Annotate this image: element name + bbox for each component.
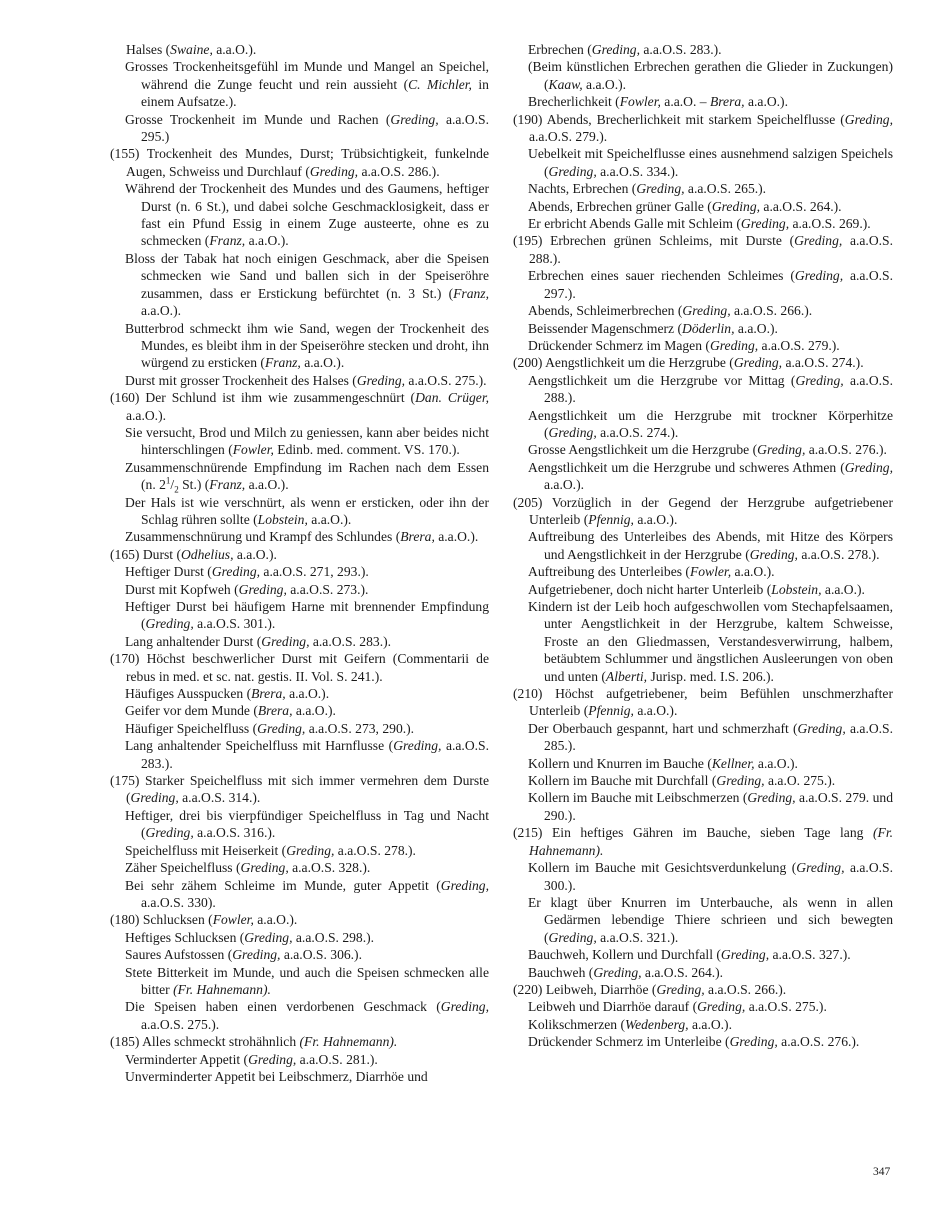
symptom-entry xyxy=(110,372,489,389)
symptom-entry xyxy=(513,372,893,407)
entry-text: Kollern im Bauche mit Gesichtsverdunkelung ( xyxy=(528,860,797,876)
author-citation: Greding, xyxy=(656,981,705,997)
symptom-entry xyxy=(513,198,893,215)
numbered-entry xyxy=(110,389,489,424)
author-citation: Greding, xyxy=(795,372,844,388)
author-citation: Greding, xyxy=(747,790,796,806)
author-citation: Fowler, xyxy=(232,442,274,458)
entry-text: a.a.O.). xyxy=(126,407,167,423)
entry-text: (200) Aengstlichkeit um die Herzgrube ( xyxy=(513,355,734,371)
entry-text: Halses ( xyxy=(126,42,171,57)
author-citation: Greding, xyxy=(130,790,179,806)
entry-text: a.a.O.). xyxy=(744,94,788,110)
symptom-entry xyxy=(513,1016,893,1033)
entry-text: Saures Aufstossen ( xyxy=(125,947,233,963)
entry-text: a.a.O.S. 265.). xyxy=(684,181,767,197)
entry-text: a.a.O.). xyxy=(212,42,257,57)
entry-text: a.a.O.S. 300.). xyxy=(544,860,894,893)
author-citation: Pfennig, xyxy=(588,703,634,719)
author-citation: Franz, xyxy=(264,355,301,371)
symptom-entry xyxy=(110,964,489,999)
symptom-entry xyxy=(110,494,489,529)
author-citation: Greding, xyxy=(740,216,790,232)
entry-text: Aengstlichkeit um die Herzgrube mit trockner Körperhitze ( xyxy=(528,407,893,440)
entry-text: a.a.O.). xyxy=(292,703,336,719)
symptom-entry xyxy=(110,998,489,1033)
entry-text: in einem Aufsatze.). xyxy=(141,76,489,110)
author-citation: Odhelius, xyxy=(180,546,234,562)
symptom-entry xyxy=(513,1033,893,1050)
entry-text: Auftreibung des Unterleibes des Abends, mit Hitze des Körpers und Aengstlichkeit in der Herzgrube ( xyxy=(528,529,893,562)
entry-text: Kollern im Bauche mit Durchfall ( xyxy=(528,773,717,789)
entry-text: Heftiger, drei bis vierpfündiger Speichelfluss in Tag und Nacht ( xyxy=(125,807,489,841)
author-citation: Brera, xyxy=(257,703,293,719)
entry-text: Bei sehr zähem Schleime im Munde, guter Appetit ( xyxy=(125,877,441,893)
author-citation: Kaaw, xyxy=(548,76,583,92)
entry-text: Unverminderter Appetit bei Leibschmerz, Diarrhöe und xyxy=(125,1068,428,1084)
author-citation: Swaine, xyxy=(170,42,213,57)
entry-text: a.a.O.S. 276.). xyxy=(805,442,887,458)
author-citation: Fowler, xyxy=(689,564,732,580)
entry-text: Butterbrod schmeckt ihm wie Sand, wegen der Trockenheit des Mundes, es bleibt ihm in der Speiseröhre stecken und droht, ihn würgend zu ersticken ( xyxy=(125,320,489,371)
left-column xyxy=(110,41,489,1085)
entry-text: a.a.O.S. 281.). xyxy=(296,1051,378,1067)
entry-text: a.a.O.S. 314.). xyxy=(178,790,261,806)
symptom-entry xyxy=(110,581,489,598)
author-citation: Brera, xyxy=(709,94,745,110)
entry-text: Durst mit Kopfweh ( xyxy=(125,581,239,597)
author-citation: Greding, xyxy=(794,268,844,284)
author-citation: Greding, xyxy=(440,999,489,1015)
symptom-entry xyxy=(513,267,893,302)
symptom-entry xyxy=(513,789,893,824)
entry-text: a.a.O.S. 283.). xyxy=(141,738,490,771)
author-citation: Greding, xyxy=(636,181,685,197)
author-citation: Greding, xyxy=(261,633,310,649)
author-citation: Greding, xyxy=(286,842,335,858)
symptom-entry xyxy=(110,842,489,859)
entry-text: Lang anhaltender Durst ( xyxy=(125,633,262,649)
entry-text: / xyxy=(170,477,175,493)
symptom-entry xyxy=(513,998,893,1015)
author-citation: Greding, xyxy=(591,42,640,57)
symptom-entry xyxy=(110,58,489,110)
numbered-entry xyxy=(110,911,489,928)
symptom-entry xyxy=(513,894,893,946)
entry-text: a.a.O.S. 264.). xyxy=(641,964,724,980)
author-citation: Brera, xyxy=(400,529,435,545)
entry-text: Aufgetriebener, doch nicht harter Unterleib ( xyxy=(528,581,772,597)
entry-text: St.) ( xyxy=(178,477,210,493)
entry-text: a.a.O.S. 275.). xyxy=(405,372,487,388)
entry-text: Erbrechen ( xyxy=(528,42,592,57)
entry-text: Die Speisen haben einen verdorbenen Geschmack ( xyxy=(125,999,441,1015)
entry-text: a.a.O.S. 306.). xyxy=(280,947,362,963)
author-citation: Greding, xyxy=(240,860,289,876)
entry-text: a.a.O.S. 283.). xyxy=(639,42,722,57)
entry-text: Uebelkeit mit Speichelflusse eines ausnehmend salzigen Speichels ( xyxy=(528,146,893,179)
entry-text: a.a.O.). xyxy=(821,581,865,597)
entry-text: Kollern und Knurren im Bauche ( xyxy=(528,755,712,771)
entry-text: (210) Höchst aufgetriebener, beim Befühlen unschmerzhafter Unterleib ( xyxy=(513,686,893,719)
author-citation: Greding, xyxy=(749,546,798,562)
entry-text: a.a.O.S. 297.). xyxy=(544,268,894,301)
entry-text: Bauchweh, Kollern und Durchfall ( xyxy=(528,947,721,963)
author-citation: Fowler, xyxy=(212,912,254,928)
symptom-entry xyxy=(513,337,893,354)
entry-text: a.a.O.S. 271, 293.). xyxy=(260,564,369,580)
entry-text: Aengstlichkeit um die Herzgrube vor Mittag ( xyxy=(528,372,796,388)
entry-text: Speichelfluss mit Heiserkeit ( xyxy=(125,842,287,858)
author-citation: Greding, xyxy=(211,564,261,580)
author-citation: Franz, xyxy=(209,477,246,493)
entry-text: Drückender Schmerz im Magen ( xyxy=(528,337,710,353)
entry-text: a.a.O.S. 264.). xyxy=(760,198,842,214)
symptom-entry xyxy=(110,320,489,372)
author-citation: Greding, xyxy=(244,929,293,945)
author-citation: C. Michler, xyxy=(408,76,472,92)
entry-text: Kollern im Bauche mit Leibschmerzen ( xyxy=(528,790,748,806)
entry-text: a.a.O.). xyxy=(688,1016,732,1032)
entry-text: a.a.O.). xyxy=(245,233,289,249)
symptom-entry xyxy=(110,807,489,842)
entry-text: a.a.O.S. 283.). xyxy=(309,633,392,649)
symptom-entry xyxy=(513,302,893,319)
entry-text: Aengstlichkeit um die Herzgrube und schweres Athmen ( xyxy=(528,459,845,475)
entry-text: (165) Durst ( xyxy=(110,546,181,562)
author-citation: Greding, xyxy=(720,947,770,963)
numbered-entry xyxy=(513,232,893,267)
author-citation: Greding, xyxy=(548,424,597,440)
entry-text: Abends, Schleimerbrechen ( xyxy=(528,303,683,319)
author-citation: Franz, xyxy=(209,233,246,249)
symptom-entry xyxy=(110,563,489,580)
symptom-entry xyxy=(110,180,489,250)
symptom-entry xyxy=(110,737,489,772)
entry-text: a.a.O.S. 279.). xyxy=(529,129,608,145)
author-citation: Döderlin, xyxy=(682,320,735,336)
symptom-entry xyxy=(110,929,489,946)
entry-text: Stete Bitterkeit im Munde, und auch die Speisen schmecken alle bitter xyxy=(125,964,489,997)
entry-text: a.a.O.S. 288.). xyxy=(529,233,893,266)
numbered-entry xyxy=(513,981,893,998)
author-citation: Greding, xyxy=(796,860,845,876)
entry-text: (220) Leibweh, Diarrhöe ( xyxy=(513,981,657,997)
author-citation: Alberti, xyxy=(605,668,648,684)
entry-text: a.a.O.S. 328.). xyxy=(288,860,371,876)
entry-text: Brecherlichkeit ( xyxy=(528,94,620,110)
symptom-entry xyxy=(513,964,893,981)
entry-text: a.a.O.S. 276.). xyxy=(777,1034,860,1050)
entry-text: Grosses Trockenheitsgefühl im Munde und Mangel an Speichel, während die Zunge feucht und rein aussieht ( xyxy=(125,59,489,92)
author-citation: Fowler, xyxy=(619,94,661,110)
entry-text: Zusammenschnürung und Krampf des Schlundes ( xyxy=(125,529,401,545)
symptom-entry xyxy=(110,528,489,545)
symptom-entry xyxy=(110,1068,489,1085)
entry-text: a.a.O.S. 295.) xyxy=(141,111,490,145)
symptom-entry xyxy=(110,946,489,963)
symptom-entry xyxy=(513,598,893,685)
entry-text: Sie versucht, Brod und Milch zu geniessen, kann aber beides nicht hinterschlingen ( xyxy=(125,424,489,458)
numbered-entry xyxy=(513,824,893,859)
entry-text: a.a.O.S. 269.). xyxy=(789,216,871,232)
author-citation: Wedenberg, xyxy=(625,1016,689,1032)
symptom-entry xyxy=(110,859,489,876)
entry-text: a.a.O.S. 330). xyxy=(141,894,216,910)
entry-text: a.a.O.). xyxy=(544,477,585,493)
entry-text: Bauchweh ( xyxy=(528,964,594,980)
symptom-entry xyxy=(110,702,489,719)
entry-text: Heftiger Durst ( xyxy=(125,564,212,580)
entry-text: Geifer vor dem Munde ( xyxy=(125,703,258,719)
numbered-entry xyxy=(110,546,489,563)
symptom-entry xyxy=(513,581,893,598)
author-citation: (Fr. Hahnemann). xyxy=(299,1034,398,1050)
entry-text: (170) Höchst beschwerlicher Durst mit Geifern (Commentarii de rebus in med. et sc. nat. gestis. II. Vol. S. 241.). xyxy=(110,651,489,684)
author-citation: Greding, xyxy=(682,303,731,319)
entry-text: Er klagt über Knurren im Unterbauche, als wenn in allen Gedärmen lebendige Thiere schrieen und sich bewegten ( xyxy=(528,894,893,945)
author-citation: Kellner, xyxy=(711,755,755,771)
author-citation: Greding, xyxy=(733,355,783,371)
entry-text: a.a.O.). xyxy=(731,564,775,580)
symptom-entry xyxy=(110,459,489,494)
numbered-entry xyxy=(110,1033,489,1050)
author-citation: Lobstein, xyxy=(257,511,308,527)
symptom-entry xyxy=(110,720,489,737)
symptom-entry xyxy=(110,1051,489,1068)
entry-text: Jurisp. med. I.S. 206.). xyxy=(647,668,774,684)
author-citation: Greding, xyxy=(145,616,194,632)
entry-text: Drückender Schmerz im Unterleibe ( xyxy=(528,1034,730,1050)
entry-text: (195) Erbrechen grünen Schleims, mit Durste ( xyxy=(513,233,795,249)
author-citation: Greding, xyxy=(238,581,287,597)
entry-text: a.a.O.S. 288.). xyxy=(544,372,893,406)
symptom-entry xyxy=(110,877,489,912)
entry-text: (190) Abends, Brecherlichkeit mit starkem Speichelflusse ( xyxy=(513,111,845,127)
entry-text: a.a.O.S. 266.). xyxy=(704,981,787,997)
entry-text: a.a.O.S. 298.). xyxy=(292,929,375,945)
author-citation: Greding, xyxy=(440,877,489,893)
author-citation: Greding, xyxy=(794,233,843,249)
entry-text: a.a.O.). xyxy=(245,477,289,493)
entry-text: a.a.O.S. 279.). xyxy=(758,337,840,353)
symptom-entry xyxy=(110,598,489,633)
entry-text: (155) Trockenheit des Mundes, Durst; Trübsichtigkeit, funkelnde Augen, Schweiss und Durchlauf ( xyxy=(110,146,489,179)
author-citation: Pfennig, xyxy=(588,511,634,527)
author-citation: Greding, xyxy=(356,372,406,388)
symptom-entry xyxy=(513,215,893,232)
author-citation: Greding, xyxy=(390,111,439,127)
numbered-entry xyxy=(110,650,489,685)
author-citation: (Fr. Hahnemann). xyxy=(173,981,271,997)
numbered-entry xyxy=(110,772,489,807)
right-column xyxy=(513,41,893,1051)
entry-text: Häufiger Speichelfluss ( xyxy=(125,720,258,736)
entry-text: Während der Trockenheit des Mundes und des Gaumens, heftiger Durst (n. 6 St.), und dabei solche Geschmacklosigkeit, dass er fast ein Pfund Essig in einem Zuge austeerte, ohne es zu schmecken ( xyxy=(125,181,489,249)
symptom-entry xyxy=(513,407,893,442)
author-citation: Greding, xyxy=(709,337,759,353)
symptom-entry xyxy=(513,441,893,458)
entry-text: Lang anhaltender Speichelfluss mit Harnflusse ( xyxy=(125,738,394,754)
symptom-entry xyxy=(513,755,893,772)
author-citation: Brera, xyxy=(251,686,286,702)
entry-text: Er erbricht Abends Galle mit Schleim ( xyxy=(528,216,741,232)
symptom-entry xyxy=(513,320,893,337)
entry-text: a.a.O.S. 275.). xyxy=(745,999,827,1015)
entry-text: Nachts, Erbrechen ( xyxy=(528,181,637,197)
entry-text: a.a.O.S. 273, 290.). xyxy=(305,720,415,736)
numbered-entry xyxy=(513,354,893,371)
entry-text: a.a.O.). xyxy=(307,511,352,527)
entry-text: a.a.O.S. 274.). xyxy=(782,355,864,371)
entry-text: Heftiges Schlucksen ( xyxy=(125,929,245,945)
symptom-entry xyxy=(110,685,489,702)
entry-text: Kolikschmerzen ( xyxy=(528,1016,626,1032)
entry-text: (215) Ein heftiges Gähren im Bauche, sieben Tage lang xyxy=(513,825,873,841)
symptom-entry xyxy=(513,946,893,963)
entry-text: Der Oberbauch gespannt, hart und schmerzhaft ( xyxy=(528,720,798,736)
entry-text: a.a.O.S. 316.). xyxy=(193,825,276,841)
symptom-entry xyxy=(110,41,489,58)
entry-text: Auftreibung des Unterleibes ( xyxy=(528,564,690,580)
author-citation: Greding, xyxy=(844,459,893,475)
entry-text: a.a.O.S. 278.). xyxy=(334,842,416,858)
author-citation: Greding, xyxy=(593,964,642,980)
author-citation: Greding, xyxy=(697,999,746,1015)
author-citation: Dan. Crüger, xyxy=(415,390,490,406)
entry-text: a.a.O.S. 266.). xyxy=(730,303,813,319)
entry-text: Kindern ist der Leib hoch aufgeschwollen vom Stechapfelsaamen, unter Aengstlichkeit in der Herzgrube, kaltem Schweisse, Froste an den Gliedmassen, Verstandesverwirrung, halbem, betäubtem Schlummer und ängstlichen Ausleerungen von oben und unten ( xyxy=(528,599,893,684)
entry-text: a.a.O.S. 286.). xyxy=(358,163,440,179)
entry-text: Grosse Trockenheit im Munde und Rachen ( xyxy=(125,111,391,127)
entry-text: Bloss der Tabak hat noch einigen Geschmack, aber die Speisen schmecken wie Sand und ballen sich in der Speiseröhre zusammen, dass er Erstickung befürchtet (n. 3 St.) ( xyxy=(125,250,489,301)
numbered-entry xyxy=(110,145,489,180)
entry-text: a.a.O.S. 301.). xyxy=(193,616,276,632)
entry-text: (160) Der Schlund ist ihm wie zusammengeschnürt ( xyxy=(110,390,416,406)
symptom-entry xyxy=(513,459,893,494)
symptom-entry xyxy=(513,145,893,180)
symptom-entry xyxy=(110,111,489,146)
entry-text: a.a.O.). xyxy=(253,912,298,928)
entry-text: Zäher Speichelfluss ( xyxy=(125,860,241,876)
entry-text: Der Hals ist wie verschnürt, als wenn er ersticken, oder ihn der Schlag rühren sollte ( xyxy=(125,494,489,527)
symptom-entry xyxy=(513,41,893,58)
entry-text: a.a.O. 275.). xyxy=(764,773,836,789)
entry-text: Durst mit grosser Trockenheit des Halses ( xyxy=(125,372,357,388)
entry-text: a.a.O.). xyxy=(285,686,330,702)
numbered-entry xyxy=(513,111,893,146)
entry-text: a.a.O.). xyxy=(633,511,678,527)
author-citation: Franz, xyxy=(453,285,489,301)
entry-text: Zusammenschnürende Empfindung im Rachen nach dem Essen (n. 2 xyxy=(125,459,489,493)
author-citation: Greding, xyxy=(393,738,442,754)
symptom-entry xyxy=(513,180,893,197)
symptom-entry xyxy=(110,424,489,459)
author-citation: Greding, xyxy=(844,111,893,127)
author-citation: Greding, xyxy=(797,720,846,736)
entry-text: a.a.O.S. 327.). xyxy=(769,947,851,963)
author-citation: Greding, xyxy=(145,825,194,841)
entry-text: a.a.O.). xyxy=(434,529,479,545)
author-citation: Greding, xyxy=(257,720,306,736)
author-citation: Greding, xyxy=(716,773,765,789)
entry-text: 2 xyxy=(174,484,179,495)
symptom-entry xyxy=(513,772,893,789)
author-citation: Greding, xyxy=(729,1034,778,1050)
entry-text: 1 xyxy=(165,475,171,486)
symptom-entry xyxy=(513,563,893,580)
numbered-entry xyxy=(513,494,893,529)
symptom-entry xyxy=(110,250,489,320)
entry-text: a.a.O.). xyxy=(754,755,798,771)
symptom-entry xyxy=(513,58,893,93)
entry-text: a.a.O.). xyxy=(582,76,627,92)
entry-text: a.a.O.). xyxy=(141,303,182,319)
author-citation: Greding, xyxy=(548,163,597,179)
author-citation: Greding, xyxy=(309,163,359,179)
entry-text: a.a.O.S. 275.). xyxy=(141,1016,220,1032)
entry-text: a.a.O.S. 273.). xyxy=(286,581,369,597)
symptom-entry xyxy=(513,93,893,110)
symptom-entry xyxy=(110,633,489,650)
symptom-entry xyxy=(513,720,893,755)
entry-text: (205) Vorzüglich in der Gegend der Herzgrube aufgetriebener Unterleib ( xyxy=(513,494,893,527)
numbered-entry xyxy=(513,685,893,720)
author-citation: Greding, xyxy=(711,198,761,214)
entry-text: Edinb. med. comment. VS. 170.). xyxy=(273,442,460,458)
author-citation: Greding, xyxy=(232,947,281,963)
entry-text: (Beim künstlichen Erbrechen gerathen die Glieder in Zuckungen) ( xyxy=(528,59,893,92)
entry-text: a.a.O.S. 334.). xyxy=(596,163,679,179)
entry-text: Erbrechen eines sauer riechenden Schleimes ( xyxy=(528,268,795,284)
author-citation: (Fr. Hahnemann). xyxy=(529,825,893,858)
author-citation: Greding, xyxy=(757,442,806,458)
entry-text: Leibweh und Diarrhöe darauf ( xyxy=(528,999,698,1015)
entry-text: Beissender Magenschmerz ( xyxy=(528,320,683,336)
author-citation: Greding, xyxy=(248,1051,297,1067)
author-citation: Greding, xyxy=(548,929,597,945)
symptom-entry xyxy=(513,859,893,894)
entry-text: Abends, Erbrechen grüner Galle ( xyxy=(528,198,712,214)
entry-text: Verminderter Appetit ( xyxy=(125,1051,249,1067)
entry-text: a.a.O.S. 278.). xyxy=(797,546,880,562)
entry-text: a.a.O.S. 285.). xyxy=(544,720,894,754)
entry-text: Heftiger Durst bei häufigem Harne mit brennender Empfindung ( xyxy=(125,599,489,632)
entry-text: a.a.O.). xyxy=(300,355,345,371)
entry-text: a.a.O.). xyxy=(734,320,778,336)
author-citation: Lobstein, xyxy=(771,581,822,597)
entry-text: a.a.O. – xyxy=(660,94,710,110)
entry-text: (185) Alles schmeckt strohähnlich xyxy=(110,1034,300,1050)
entry-text: a.a.O.S. 321.). xyxy=(596,929,679,945)
entry-text: a.a.O.S. 279. und 290.). xyxy=(544,790,893,823)
entry-text: a.a.O.). xyxy=(633,703,678,719)
entry-text: (180) Schlucksen ( xyxy=(110,912,213,928)
page-number: 347 xyxy=(873,1166,891,1178)
entry-text: a.a.O.S. 274.). xyxy=(596,424,679,440)
entry-text: a.a.O.). xyxy=(233,546,277,562)
symptom-entry xyxy=(513,528,893,563)
entry-text: Grosse Aengstlichkeit um die Herzgrube ( xyxy=(528,442,758,458)
entry-text: Häufiges Ausspucken ( xyxy=(125,686,252,702)
entry-text: (175) Starker Speichelfluss mit sich immer vermehren dem Durste ( xyxy=(110,773,489,806)
